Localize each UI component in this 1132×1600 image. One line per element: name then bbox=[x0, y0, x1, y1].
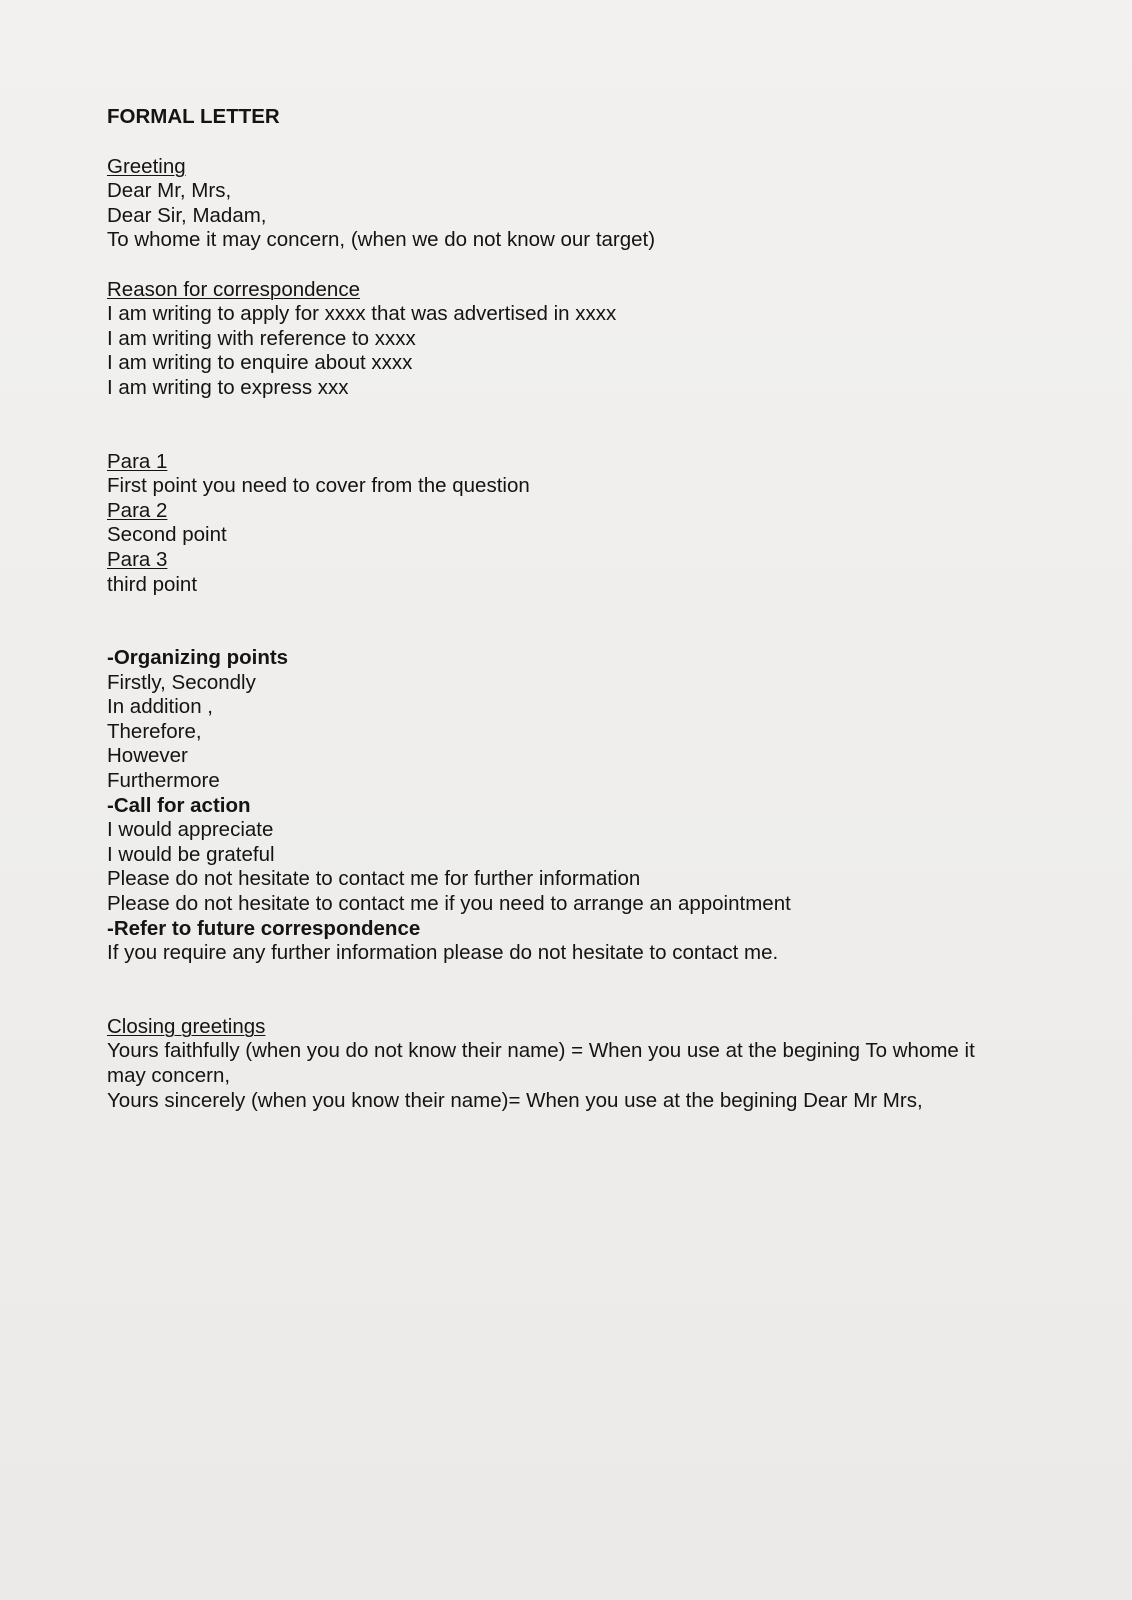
document-title: FORMAL LETTER bbox=[107, 105, 280, 128]
call-for-action-line: I would be grateful bbox=[107, 842, 275, 866]
greeting-line: Dear Sir, Madam, bbox=[107, 203, 267, 227]
reason-line: I am writing to express xxx bbox=[107, 375, 349, 399]
organizing-line: Firstly, Secondly bbox=[107, 670, 256, 694]
call-for-action-line: I would appreciate bbox=[107, 818, 274, 842]
organizing-line: Therefore, bbox=[107, 719, 202, 743]
reason-section bbox=[107, 278, 1007, 401]
future-correspondence-heading: -Refer to future correspondence bbox=[107, 916, 421, 940]
call-for-action-heading: -Call for action bbox=[107, 793, 251, 817]
closing-heading: Closing greetings bbox=[107, 1014, 266, 1038]
organizing-section bbox=[107, 646, 1007, 794]
para-1-text: First point you need to cover from the question bbox=[107, 474, 530, 498]
reason-line: I am writing to apply for xxxx that was advertised in xxxx bbox=[107, 302, 617, 326]
organizing-heading: -Organizing points bbox=[107, 646, 289, 670]
closing-line: Yours sincerely (when you know their name)= When you use at the begining Dear Mr Mrs, bbox=[107, 1088, 923, 1112]
call-for-action-line: Please do not hesitate to contact me if you need to arrange an appointment bbox=[107, 892, 791, 916]
paragraphs-section bbox=[107, 450, 1007, 598]
para-3-heading: Para 3 bbox=[107, 547, 168, 571]
greeting-line: To whome it may concern, (when we do not know our target) bbox=[107, 228, 656, 252]
future-correspondence-section bbox=[107, 917, 1007, 966]
reason-heading: Reason for correspondence bbox=[107, 277, 360, 301]
greeting-section bbox=[107, 155, 1007, 253]
closing-section bbox=[107, 1015, 1007, 1113]
para-3-text: third point bbox=[107, 572, 198, 596]
reason-line: I am writing with reference to xxxx bbox=[107, 326, 416, 350]
organizing-line: Furthermore bbox=[107, 769, 220, 793]
organizing-line: However bbox=[107, 744, 188, 768]
para-2-text: Second point bbox=[107, 523, 227, 547]
document-body bbox=[107, 105, 1007, 1113]
future-correspondence-line: If you require any further information please do not hesitate to contact me. bbox=[107, 941, 779, 965]
call-for-action-line: Please do not hesitate to contact me for further information bbox=[107, 867, 641, 891]
para-2-heading: Para 2 bbox=[107, 498, 168, 522]
organizing-line: In addition , bbox=[107, 695, 213, 719]
reason-line: I am writing to enquire about xxxx bbox=[107, 351, 413, 375]
greeting-heading: Greeting bbox=[107, 154, 186, 178]
para-1-heading: Para 1 bbox=[107, 449, 168, 473]
call-for-action-section bbox=[107, 794, 1007, 917]
closing-line: Yours faithfully (when you do not know their name) = When you use at the begining To whome it may concern, bbox=[107, 1039, 975, 1087]
greeting-line: Dear Mr, Mrs, bbox=[107, 179, 232, 203]
